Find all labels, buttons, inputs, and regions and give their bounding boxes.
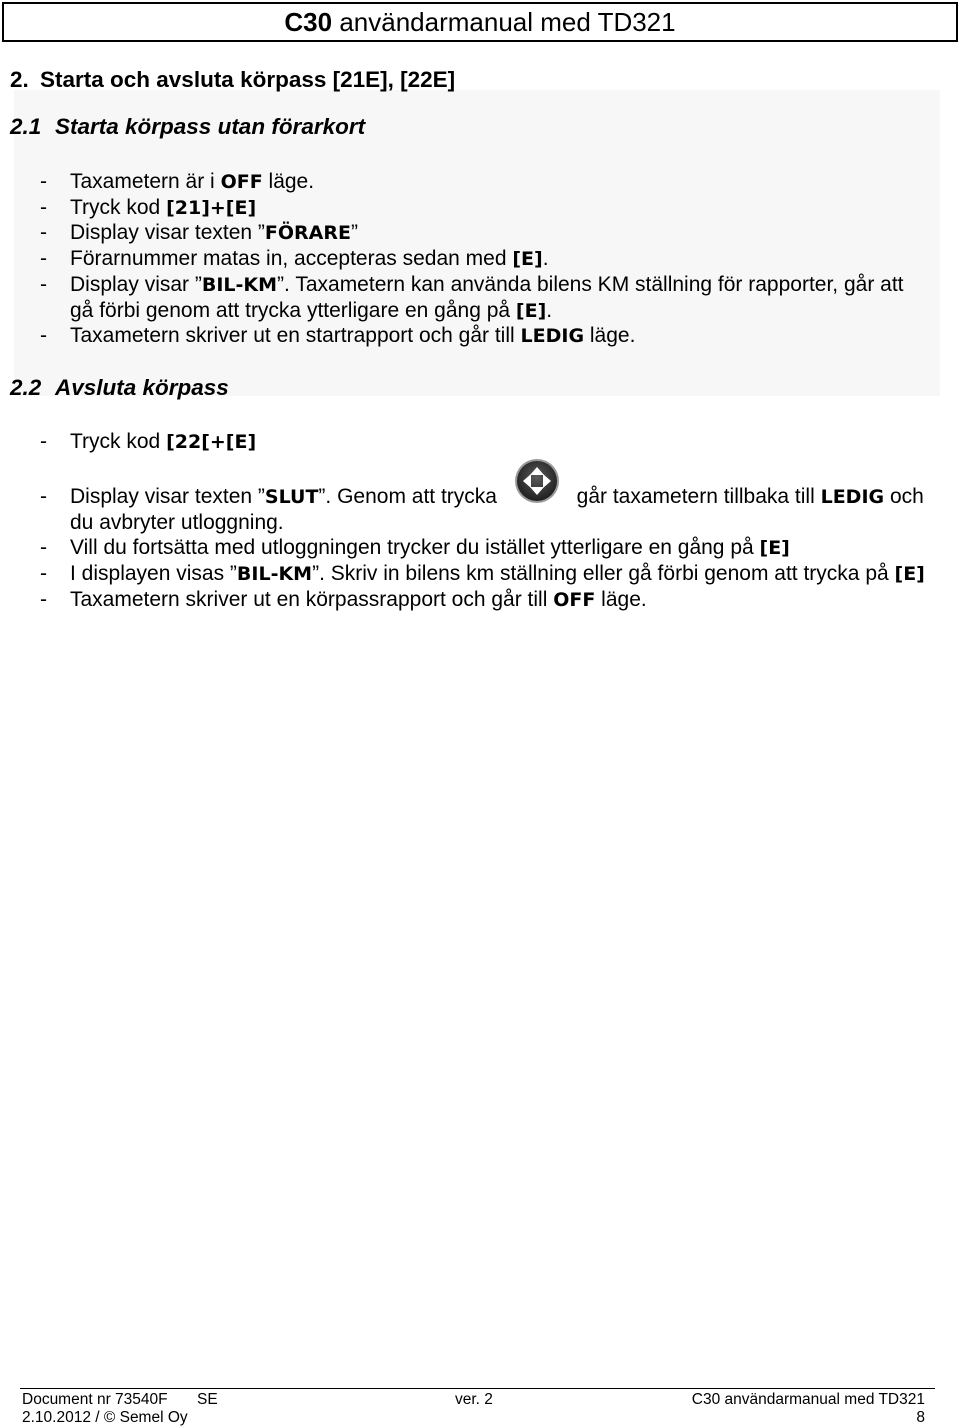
- bullet-dash: -: [40, 430, 47, 453]
- bullet-dash: -: [40, 536, 47, 560]
- item-keyword: [21]+[E]: [166, 196, 257, 219]
- item-keyword: LEDIG: [820, 486, 885, 508]
- bullet-dash: -: [40, 485, 47, 508]
- item-text: Vill du fortsätta med utloggningen trycker du istället ytterligare en gång på: [70, 536, 760, 560]
- footer-document-number: Document nr 73540F: [22, 1391, 168, 1408]
- item-text: läge.: [584, 324, 636, 348]
- arrow-pad-icon: [514, 458, 560, 504]
- bullet-dash: -: [40, 272, 47, 296]
- item-keyword: [E]: [512, 248, 543, 271]
- item-text: I displayen visas ”: [70, 562, 237, 586]
- item-keyword: OFF: [220, 171, 263, 193]
- item-text: du avbryter utloggning.: [70, 510, 284, 534]
- item-text: Tryck kod: [70, 430, 167, 453]
- item-text: .: [546, 298, 553, 322]
- footer-page-number: 8: [916, 1409, 925, 1426]
- list-item: [40, 429, 950, 455]
- item-text: går taxametern tillbaka till: [570, 485, 821, 508]
- item-text: ”. Taxametern kan använda bilens KM ställning för rapporter, går att: [277, 272, 904, 296]
- item-text: Display visar texten ”: [70, 221, 265, 245]
- bullet-dash: -: [40, 221, 47, 245]
- bullet-dash: -: [40, 247, 47, 271]
- item-text: Display visar ”: [70, 272, 202, 296]
- bullet-dash: -: [40, 587, 47, 611]
- bullet-dash: -: [40, 324, 47, 348]
- keypad-button-image: [503, 485, 571, 503]
- list-item: [40, 272, 950, 323]
- item-text: Taxametern skriver ut en startrapport och går till: [70, 324, 521, 348]
- item-text: Tryck kod: [70, 195, 167, 219]
- item-text: och: [884, 485, 924, 508]
- list-item: [40, 535, 950, 561]
- subsection-title: Starta körpass utan förarkort: [55, 114, 366, 139]
- subsection-2-2-list: [40, 429, 950, 613]
- footer-date-copyright: 2.10.2012 / © Semel Oy: [22, 1409, 188, 1426]
- item-text: .: [542, 247, 549, 271]
- subsection-title: Avsluta körpass: [55, 375, 229, 400]
- item-text: Display visar texten ”: [70, 485, 265, 508]
- header-title-text: användarmanual med TD321: [332, 7, 676, 37]
- item-keyword: [22[+[E]: [166, 431, 257, 453]
- subsection-number: 2.1: [10, 114, 42, 139]
- subsection-2-1-list: [40, 169, 950, 349]
- list-item: [40, 169, 950, 195]
- footer-language: SE: [197, 1391, 218, 1408]
- item-text: ”. Genom att trycka: [318, 485, 503, 508]
- item-keyword: [E]: [515, 299, 547, 322]
- footer-manual-title: C30 användarmanual med TD321: [691, 1391, 925, 1408]
- header-title-model: C30: [284, 7, 333, 37]
- item-text: läge.: [262, 170, 315, 193]
- list-item: [40, 246, 950, 272]
- item-text: ”. Skriv in bilens km ställning eller gå förbi genom att trycka på: [312, 562, 895, 586]
- item-text: Förarnummer matas in, accepteras sedan med: [70, 247, 513, 271]
- item-keyword: BIL-KM: [236, 563, 313, 586]
- section-title: Starta och avsluta körpass [21E], [22E]: [40, 67, 456, 92]
- item-keyword: BIL-KM: [201, 273, 278, 296]
- bullet-dash: -: [40, 195, 47, 219]
- bullet-dash: -: [40, 170, 47, 193]
- subsection-heading-2-2: [10, 375, 229, 401]
- footer-divider: [20, 1388, 935, 1389]
- item-keyword: SLUT: [264, 486, 319, 508]
- list-item: [40, 587, 950, 613]
- page-header: [2, 2, 958, 42]
- section-number: 2.: [10, 67, 29, 92]
- subsection-heading-2-1: [10, 114, 365, 140]
- list-item: [40, 220, 950, 246]
- item-text: Taxametern är i: [70, 170, 221, 193]
- footer-version: ver. 2: [455, 1391, 493, 1408]
- list-item: [40, 484, 950, 535]
- item-keyword: [E]: [894, 563, 925, 586]
- item-text: Taxametern skriver ut en körpassrapport och går till: [70, 587, 554, 611]
- item-text: gå förbi genom att trycka ytterligare en gång på: [70, 298, 516, 322]
- item-text: ”: [350, 221, 358, 245]
- list-item: [40, 561, 950, 587]
- list-item: [40, 323, 950, 349]
- item-keyword: FÖRARE: [264, 222, 351, 245]
- item-keyword: LEDIG: [520, 325, 585, 348]
- subsection-number: 2.2: [10, 375, 42, 400]
- item-text: läge.: [595, 587, 647, 611]
- bullet-dash: -: [40, 562, 47, 586]
- item-keyword: OFF: [553, 588, 596, 611]
- list-item: [40, 195, 950, 221]
- section-heading: [10, 67, 455, 93]
- item-keyword: [E]: [759, 537, 790, 560]
